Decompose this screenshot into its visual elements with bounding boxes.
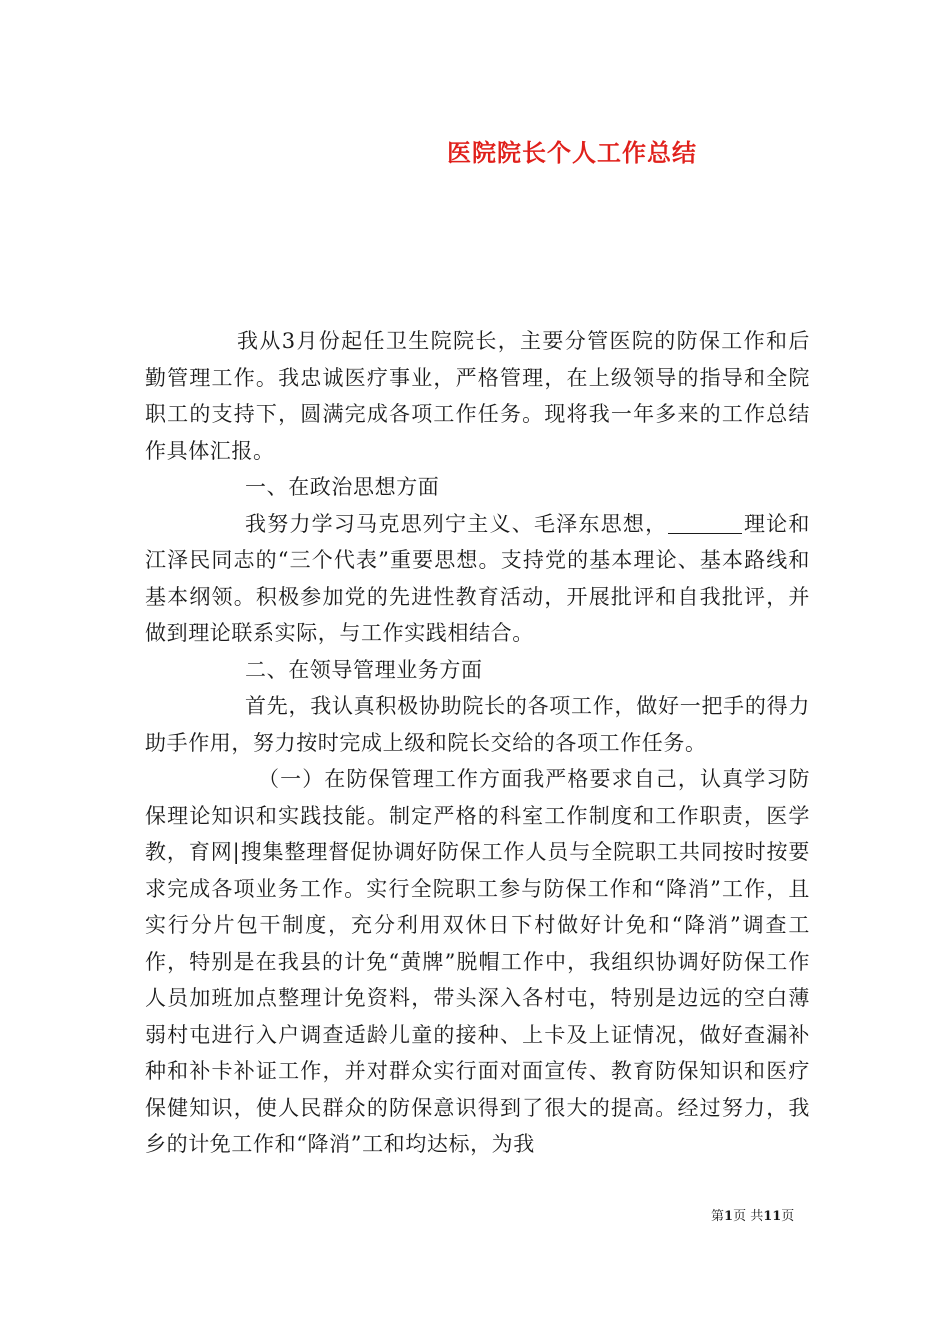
- page-footer: [711, 1205, 794, 1224]
- section-heading-management: 二、在领导管理业务方面: [245, 657, 483, 682]
- epidemic-prevention-paragraph: （一）在防保管理工作方面我严格要求自己，认真学习防保理论知识和实践技能。制定严格的科室工作制度和工作职责，医学教，育网|搜集整理督促协调好防保工作人员与全院职工共同按时按要求完成各项业务工作。实行全院职工参与防保工作和“降消”工作，且实行分片包干制度，充分利用双休日下村做好计免和“降消”调查工作，特别是在我县的计免“黄牌”脱帽工作中，我组织协调好防保工作人员加班加点整理计免资料，带头深入各村屯，特别是边远的空白薄弱村屯进行入户调查适龄儿童的接种、上卡及上证情况，做好查漏补种和补卡补证工作，并对群众实行面对面宣传、教育防保知识和医疗保健知识，使人民群众的防保意识得到了很大的提高。经过努力，我乡的计免工作和“降消”工和均达标，为我: [145, 767, 811, 1156]
- intro-paragraph: 我从3月份起任卫生院院长，主要分管医院的防保工作和后勤管理工作。我忠诚医疗事业，严格管理，在上级领导的指导和全院职工的支持下，圆满完成各项工作任务。现将我一年多来的工作总结作具体汇报。: [145, 329, 810, 463]
- footer-current-page: 1: [724, 1209, 734, 1224]
- politics-paragraph: [145, 506, 810, 652]
- management-paragraph: 首先，我认真积极协助院长的各项工作，做好一把手的得力助手作用，努力按时完成上级和院长交给的各项工作任务。: [145, 694, 810, 755]
- footer-suffix: 页: [781, 1209, 795, 1224]
- document-body: [145, 323, 810, 1163]
- section-heading-politics: 一、在政治思想方面: [245, 475, 440, 499]
- politics-text-before: 我努力学习马克思列宁主义、毛泽东思想，: [245, 511, 668, 536]
- politics-text-after: 理论和江泽民同志的“三个代表”重要思想。支持党的基本理论、基本路线和基本纲领。积极参加党的先进性教育活动，开展批评和自我批评，并做到理论联系实际，与工作实践相结合。: [145, 511, 810, 645]
- document-title: 医院院长个人工作总结: [447, 138, 697, 167]
- blank-underline: [668, 513, 742, 534]
- footer-total-pages: 11: [763, 1209, 782, 1224]
- footer-middle: 页 共: [733, 1209, 764, 1224]
- footer-prefix: 第: [711, 1209, 725, 1224]
